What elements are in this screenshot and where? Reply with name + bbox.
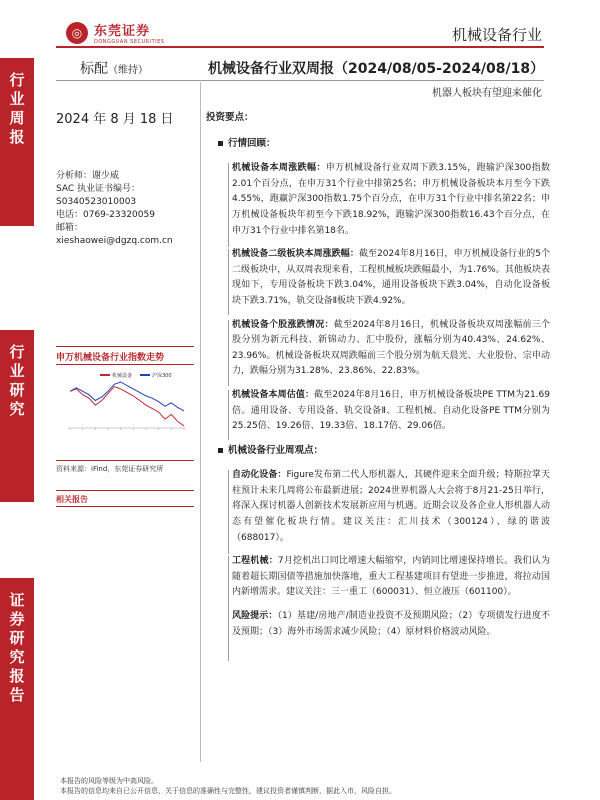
- para-stock-lead: 机械设备个股涨跌情况：: [232, 319, 334, 330]
- analyst-cert-label: SAC 执业证书编号：: [56, 184, 141, 194]
- analyst-email[interactable]: xieshaowei@dgzq.com.cn: [56, 236, 173, 246]
- sidebar-block-report: [0, 578, 34, 800]
- related-bottom-rule: [56, 506, 194, 507]
- para-risk-lead: 风险提示：: [232, 611, 278, 622]
- legend-swatch-machinery: [100, 374, 110, 376]
- sidebar-label-weekly: 行业周报: [7, 72, 26, 148]
- footer-info-source: 本报告的信息均来自已公开信息，关于信息的准确性与完整性，建议投资者谨慎判断，据此入市，风险自担。: [60, 787, 396, 795]
- header-divider: [56, 46, 544, 48]
- section-weekly-view: 机械设备行业周观点：: [206, 443, 550, 459]
- report-body: [206, 110, 550, 648]
- para-weekly-change: [206, 161, 550, 239]
- sidebar-label-report: 证券研究报告: [7, 592, 26, 706]
- legend-swatch-hs300: [140, 374, 150, 376]
- chart-title-rule: [56, 364, 194, 365]
- para-construction-text: 7月挖机出口同比增速大幅缩窄，内销同比增速保持增长。我们认为随着超长期国债等措施加快落地，重大工程基建项目有望进一步推进，将拉动国内新增需求。建议关注：三一重工（600031）、恒立液压（601100）。: [232, 556, 550, 598]
- rating: [80, 58, 148, 78]
- sidebar-block-weekly: [0, 58, 34, 226]
- para-weekly-change-text: 申万机械设备行业双周下跌3.15%，跑输沪深300指数2.01个百分点，在申万31个行业中排第25名；申万机械设备板块本月至今下跌4.55%，跑赢沪深300指数1.75个百分点，在申万31个行业中排名第22名；申万机械设备板块年初至今下跌18.92%，跑输沪深300指数16.43个百分点，在申万31个行业中排名第18名。: [232, 163, 550, 236]
- para-bar: [228, 163, 229, 247]
- analyst-name: 分析师：谢少威: [56, 171, 120, 181]
- report-header: [0, 0, 600, 48]
- para-subsector-lead: 机械设备二级板块本周涨跌幅：: [232, 249, 359, 260]
- analyst-email-label: 邮箱：: [56, 223, 84, 233]
- related-top-rule: [56, 490, 194, 491]
- para-subsector-change: [206, 247, 550, 309]
- para-bar: [228, 320, 229, 386]
- para-automation: [206, 468, 550, 546]
- related-reports-heading[interactable]: 相关报告: [56, 495, 88, 504]
- para-valuation-text: 截至2024年8月16日，申万机械设备板块PE TTM为21.69倍。通用设备、专用设备、轨交设备Ⅱ、工程机械、自动化设备PE TTM分别为25.25倍、19.26倍、19.33倍、18.17倍、29.06倍。: [232, 389, 550, 432]
- para-automation-lead: 自动化设备：: [232, 470, 287, 481]
- rating-sub: （维持）: [108, 65, 148, 76]
- chart-top-rule: [56, 346, 194, 347]
- industry-name: 机械设备行业: [451, 26, 542, 44]
- chart-source: 资料来源：iFind，东莞证券研究所: [56, 465, 164, 473]
- analyst-cert: S0340523010003: [56, 197, 137, 207]
- chart-title: 申万机械设备行业指数走势: [56, 353, 165, 363]
- series-line-machinery: [70, 387, 184, 426]
- chart-bottom-rule: [56, 460, 194, 461]
- footer-risk-level: 本报告的风险等级为中高风险。: [60, 777, 158, 785]
- logo-emblem-icon: ◎: [66, 22, 88, 44]
- para-construction: [206, 554, 550, 601]
- left-sidebar: [0, 58, 34, 800]
- legend-label-hs300: 沪深300: [152, 373, 172, 379]
- para-stock-text: 截至2024年8月16日，机械设备板块双周涨幅前三个股分别为新元科技、新锦动力、汇中股份，涨幅分别为40.43%、24.62%、23.96%。机械设备板块双周跌幅前三个股分别为航天晨光、大业股份、宗申动力，跌幅分别为31.28%、23.86%、22.83%。: [232, 319, 550, 377]
- para-subsector-text: 截至2024年8月16日，申万机械设备行业的5个二级板块中，从双周表现来看，工程机械板块跌幅最小，为1.76%。其他板块表现如下，专用设备板块下跌3.04%，通用设备板块下跌3.04%，自动化设备板块下跌3.71%，轨交设备Ⅱ板块下跌4.92%。: [232, 249, 550, 306]
- para-risk: [206, 609, 550, 640]
- sidebar-block-research: [0, 330, 34, 502]
- para-risk-text: （1）基建/房地产/制造业投资不及预期风险；（2）专项债发行进度不及预期；（3）海外市场需求减少风险；（4）原材料价格波动风险。: [232, 611, 550, 637]
- column-divider: [200, 82, 201, 762]
- report-title: 机械设备行业双周报（2024/08/05-2024/08/18）: [208, 61, 545, 77]
- key-points-heading: 投资要点：: [206, 112, 254, 123]
- report-subtitle: 机器人板块有望迎来催化: [432, 88, 542, 99]
- series-line-hs300: [70, 382, 184, 411]
- legend-label-machinery: 机械设备: [112, 373, 133, 379]
- para-automation-text: Figure发布第二代人形机器人，其硬件迎来全面升级；特斯拉掌天柱预计未来几周将公布最新进展；2024世界机器人大会将于8月21-25日举行，将深入探讨机器人创新技术发展新应用与机遇。近期会议及各企业人形机器人动态有望催化板块行情。建议关注：汇川技术（300124）、绿的谐波（688017）。: [232, 470, 550, 543]
- para-bar: [228, 249, 229, 315]
- footer-disclaimer: [60, 776, 396, 796]
- para-stock-change: [206, 318, 550, 380]
- index-trend-chart: [58, 366, 192, 460]
- sidebar-label-research: 行业研究: [7, 344, 26, 420]
- analyst-info: [56, 170, 196, 248]
- para-bar: [228, 390, 229, 440]
- analyst-phone: 电话：0769-23320059: [56, 210, 155, 220]
- para-bar: [228, 470, 229, 554]
- section-market-review: 行情回顾：: [206, 136, 550, 152]
- report-date: 2024 年 8 月 18 日: [56, 112, 174, 127]
- para-valuation: [206, 388, 550, 435]
- para-construction-lead: 工程机械：: [232, 556, 278, 567]
- rating-label: 标配: [80, 61, 108, 77]
- para-weekly-change-lead: 机械设备本周涨跌幅：: [232, 163, 326, 174]
- para-bar: [228, 611, 229, 661]
- para-valuation-lead: 机械设备本周估值：: [232, 389, 315, 400]
- logo-english: DONGGUAN SECURITIES: [94, 39, 165, 45]
- chart-x-ticks: [70, 428, 184, 430]
- company-logo: [66, 20, 164, 45]
- title-divider: [56, 80, 544, 81]
- logo-name: 东莞证券: [94, 24, 151, 39]
